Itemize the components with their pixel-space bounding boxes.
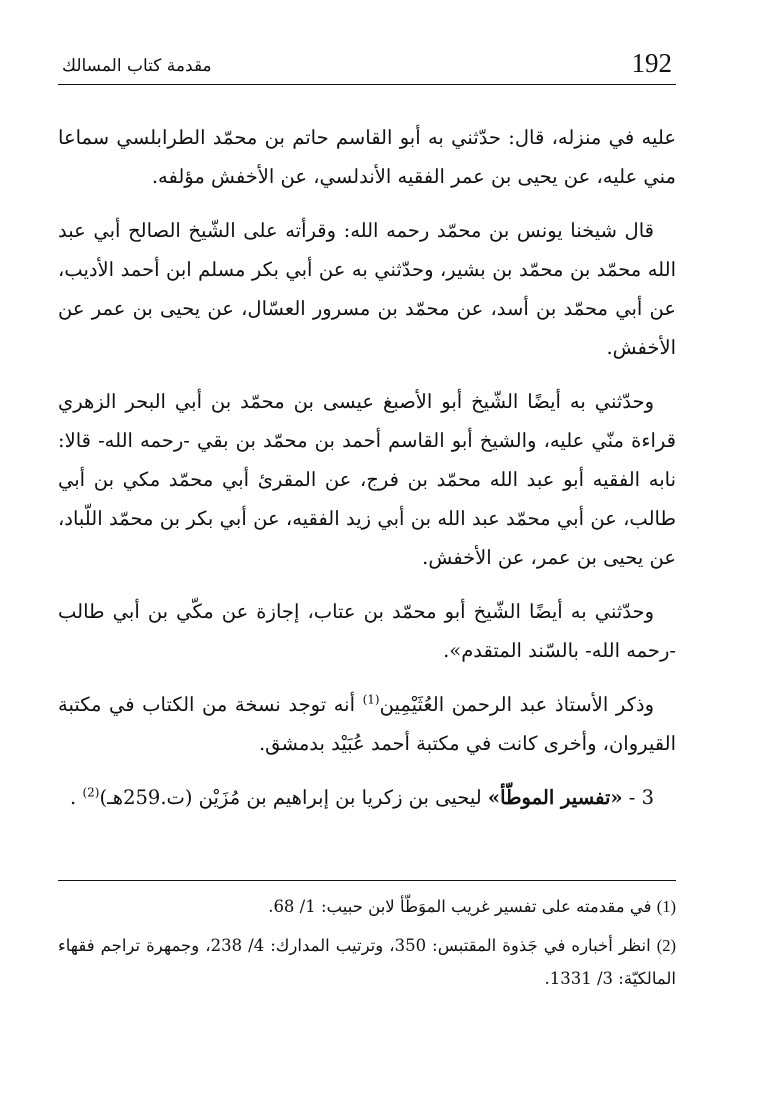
page-header — [58, 44, 676, 85]
footnote-divider — [58, 880, 676, 881]
paragraph-3: وحدّثني به أيضًا الشّيخ أبو الأصبغ عيسى بن محمّد بن أبي البحر الزهري قراءة منّي عليه، والشيخ أبو القاسم أحمد بن محمّد بن بقي -رحمه الله- قالا: نابه الفقيه أبو عبد الله محمّد بن فرج، عن المقرئ أبي محمّد مكي بن أبي طالب، عن أبي محمّد عبد الله بن أبي زيد الفقيه، عن أبي بكر بن محمّد اللّباد، عن يحيى بن عمر، عن الأخفش. — [58, 390, 676, 569]
paragraph-5-text-start: وذكر الأستاذ عبد الرحمن العُثَيْمِين — [379, 693, 654, 716]
page-body — [58, 118, 676, 832]
page-number: 192 — [631, 48, 672, 78]
paragraph-6-end: . — [70, 786, 83, 809]
paragraph-6 — [58, 778, 676, 817]
footnote-1 — [58, 890, 676, 923]
item-number: 3 - — [622, 786, 654, 809]
paragraph-2: قال شيخنا يونس بن محمّد رحمه الله: وقرأته على الشّيخ الصالح أبي عبد الله محمّد بن محمّد بن بشير، وحدّثني به عن أبي بكر مسلم ابن أحمد الأديب، عن أبي محمّد بن أسد، عن محمّد بن مسرور العسّال، عن يحيى بن عمر عن الأخفش. — [58, 219, 676, 359]
footnotes — [58, 890, 676, 1001]
paragraph-5-text-end: أنه توجد نسخة من الكتاب في مكتبة القيروان، وأخرى كانت في مكتبة أحمد عُبَيْد بدمشق. — [58, 693, 676, 755]
paragraph-4: وحدّثني به أيضًا الشّيخ أبو محمّد بن عتاب، إجازة عن مكّي بن أبي طالب -رحمه الله- بالسّند المتقدم». — [58, 600, 676, 662]
footnote-ref-1[interactable]: (1) — [362, 692, 380, 707]
footnote-2-text: انظر أخباره في جَذوة المقتبس: 350، وترتيب المدارك: 4/ 238، وجمهرة تراجم فقهاء المالكيّة: 3/ 1331. — [58, 936, 676, 988]
footnote-1-mark: (1) — [656, 897, 676, 916]
book-title: «تفسير الموطّأ» — [487, 786, 623, 809]
running-title: مقدمة كتاب المسالك — [62, 56, 212, 76]
paragraph-1: عليه في منزله، قال: حدّثني به أبو القاسم حاتم بن محمّد الطرابلسي سماعا مني عليه، عن يحيى بن عمر الفقيه الأندلسي، عن الأخفش مؤلفه. — [58, 126, 676, 188]
footnote-1-text: في مقدمته على تفسير غريب الموَطّأ لابن حبيب: 1/ 68. — [268, 897, 657, 916]
paragraph-6-text: ليحيى بن زكريا بن إبراهيم بن مُزَيْن (ت.259هـ) — [99, 786, 488, 809]
footnote-ref-2[interactable]: (2) — [82, 785, 100, 800]
footnote-2 — [58, 929, 676, 995]
paragraph-5 — [58, 685, 676, 763]
footnote-2-mark: (2) — [656, 936, 676, 955]
